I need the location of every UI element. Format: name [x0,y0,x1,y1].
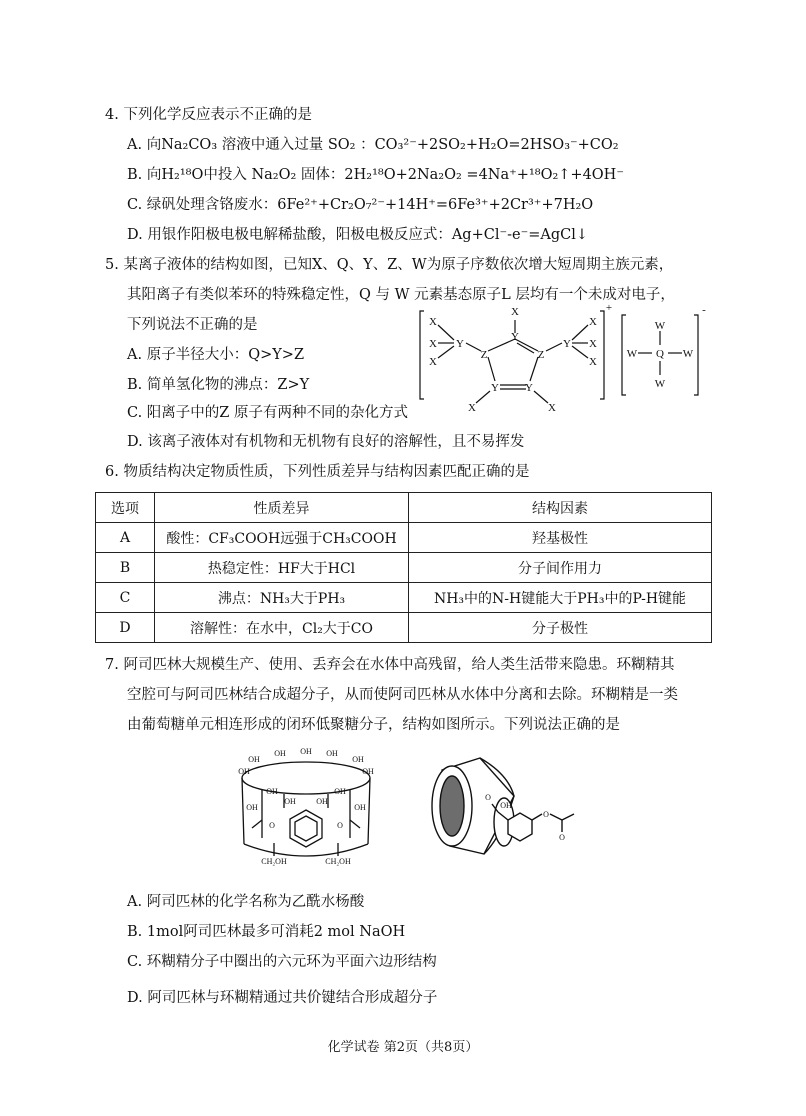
atom-x-right-1: X [589,316,597,328]
q4-option-a: A. 向Na₂CO₃ 溶液中通入过量 SO₂ ：CO₃²⁻+2SO₂+H₂O=2HSO₃⁻+CO₂ [127,137,619,153]
cyclodextrin-structure [232,748,380,872]
q7-option-d: D. 阿司匹林与环糊精通过共价键结合形成超分子 [127,990,438,1006]
label-oh: OH [362,767,374,776]
atom-w-left: W [626,348,638,360]
atom-x-top: X [511,306,519,318]
atom-w-bottom: W [654,378,666,390]
q6-stem: 6. 物质结构决定物质性质，下列性质差异与结构因素匹配正确的是 [105,464,530,480]
table-cell: D [96,613,155,643]
label-oh: OH [500,801,512,810]
table-cell: 沸点：NH₃大于PH₃ [155,583,409,613]
table-row [96,583,712,613]
q5-stem-line2: 其阳离子有类似苯环的特殊稳定性，Q 与 W 元素基态原子L 层均有一个未成对电子， [127,287,675,303]
atom-x-right-2: X [589,338,597,350]
atom-x-bottom-left: X [468,402,476,414]
table-row [96,613,712,643]
label-oh: OH [266,787,278,796]
label-oh: OH [316,797,328,806]
label-oh: OH [326,749,338,758]
label-oh: OH [284,797,296,806]
q7-stem-line3: 由葡萄糖单元相连形成的闭环低聚糖分子，结构如图所示。下列说法正确的是 [127,717,620,733]
atom-x-right-3: X [589,356,597,368]
q7-option-c: C. 环糊精分子中圈出的六元环为平面六边形结构 [127,954,437,970]
label-ch2oh: CH₂OH [325,857,351,866]
page-footer: 化学试卷 第2页（共8页） [327,1040,479,1055]
label-oh: OH [334,787,346,796]
label-oh: OH [352,755,364,764]
atom-w-right: W [682,348,694,360]
table-cell: A [96,523,155,553]
label-ch2oh: CH₂OH [261,857,287,866]
anion-charge: - [702,304,706,316]
label-oh: OH [246,803,258,812]
q7-option-a: A. 阿司匹林的化学名称为乙酰水杨酸 [127,894,365,910]
table-cell: NH₃中的N-H键能大于PH₃中的P-H键能 [409,583,712,613]
table-cell: 酸性：CF₃COOH远强于CH₃COOH [155,523,409,553]
label-o: O [269,821,275,830]
table-cell: B [96,553,155,583]
inclusion-complex-diagram [422,750,592,866]
atom-q-center: Q [656,348,664,360]
q5-stem-line3: 下列说法不正确的是 [127,317,258,333]
q5-option-d: D. 该离子液体对有机物和无机物有良好的溶解性，且不易挥发 [127,434,525,450]
table-header-row [96,493,712,523]
table-cell: 分子极性 [409,613,712,643]
atom-w-top: W [654,320,666,332]
q6-table [95,492,712,643]
label-o: O [543,810,549,819]
table-header-property: 性质差异 [155,493,409,523]
atom-x-bottom-right: X [548,402,556,414]
atom-y-bottom-left: Y [491,382,499,394]
atom-y-right: Y [563,338,571,350]
label-oh: OH [238,767,250,776]
q7-stem-line2: 空腔可与阿司匹林结合成超分子，从而使阿司匹林从水体中分离和去除。环糊精是一类 [127,687,678,703]
q7-option-b: B. 1mol阿司匹林最多可消耗2 mol NaOH [127,924,406,940]
q4-option-b: B. 向H₂¹⁸O中投入 Na₂O₂ 固体：2H₂¹⁸O+2Na₂O₂ =4Na⁺+¹⁸O₂↑+4OH⁻ [127,167,624,183]
label-o: O [485,793,491,802]
label-oh: OH [300,748,312,756]
table-cell: C [96,583,155,613]
label-o: O [559,833,565,842]
label-oh: OH [354,803,366,812]
table-cell: 溶解性：在水中，Cl₂大于CO [155,613,409,643]
table-cell: 热稳定性：HF大于HCl [155,553,409,583]
label-o: O [337,821,343,830]
table-header-option: 选项 [96,493,155,523]
atom-z-right: Z [537,349,545,361]
table-cell: 分子间作用力 [409,553,712,583]
label-oh: OH [274,749,286,758]
q5-option-a: A. 原子半径大小：Q>Y>Z [127,347,305,363]
atom-z-left: Z [480,349,488,361]
q4-option-c: C. 绿矾处理含铬废水：6Fe²⁺+Cr₂O₇²⁻+14H⁺=6Fe³⁺+2Cr³⁺+7H₂O [127,197,594,213]
q5-option-c: C. 阳离子中的Z 原子有两种不同的杂化方式 [127,405,408,421]
q5-stem-line1: 5. 某离子液体的结构如图，已知X、Q、Y、Z、W为原子序数依次增大短周期主族元素， [105,257,674,273]
table-row [96,523,712,553]
q5-option-b: B. 简单氢化物的沸点：Z>Y [127,377,310,393]
atom-y-top: Y [511,331,519,343]
q7-stem-line1: 7. 阿司匹林大规模生产、使用、丢弃会在水体中高残留，给人类生活带来隐患。环糊精其 [105,657,675,673]
q4-stem: 4. 下列化学反应表示不正确的是 [105,107,312,123]
cation-charge: + [605,303,613,314]
ionic-liquid-structure [418,303,714,415]
table-cell: 羟基极性 [409,523,712,553]
atom-x-left-1: X [429,316,437,328]
atom-y-left: Y [456,338,464,350]
table-header-factor: 结构因素 [409,493,712,523]
table-row [96,553,712,583]
atom-x-left-2: X [429,338,437,350]
atom-y-bottom-right: Y [525,382,533,394]
atom-x-left-3: X [429,356,437,368]
label-oh: OH [248,755,260,764]
q4-option-d: D. 用银作阳极电极电解稀盐酸，阳极电极反应式：Ag+Cl⁻-e⁻=AgCl↓ [127,227,589,243]
